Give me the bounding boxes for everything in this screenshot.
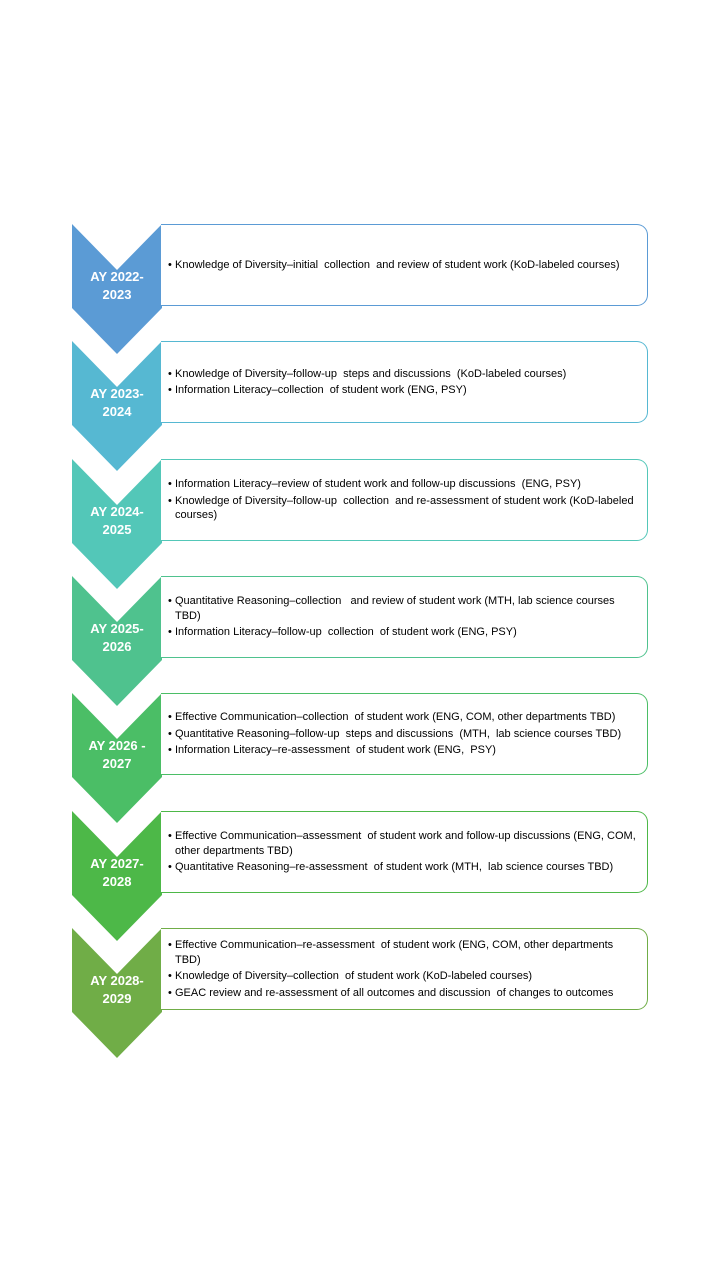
timeline-row [0, 224, 720, 354]
year-label [72, 737, 162, 773]
activity-item [168, 367, 641, 382]
activity-item [168, 743, 641, 758]
activity-text: Information Literacy–collection of student work (ENG, PSY) [175, 384, 467, 396]
activity-text: Information Literacy–review of student work and follow-up discussions (ENG, PSY) [175, 478, 581, 491]
timeline-row [0, 693, 720, 823]
activity-box [161, 576, 648, 658]
year-label-line: AY 2028- [90, 973, 144, 988]
year-label [72, 855, 162, 891]
year-label [72, 268, 162, 304]
activity-item [168, 594, 641, 623]
year-label [72, 503, 162, 539]
year-label-line: 2029 [102, 991, 132, 1006]
activity-item [168, 727, 641, 742]
year-label-line: AY 2023- [90, 386, 144, 401]
bullet-icon: • [168, 595, 172, 608]
activity-text: Information Literacy–follow-up collection of student work (ENG, PSY) [175, 626, 517, 639]
year-label-line: AY 2027- [90, 856, 144, 871]
year-label [72, 972, 162, 1008]
activity-box [161, 928, 648, 1010]
year-label [72, 620, 162, 656]
activity-text: Quantitative Reasoning–follow-up steps and discussions (MTH, lab science courses TBD) [175, 727, 622, 740]
timeline-row [0, 928, 720, 1058]
activity-text: Quantitative Reasoning–re-assessment of student work (MTH, lab science courses TBD) [175, 861, 614, 874]
activity-text: Knowledge of Diversity–follow-up steps and discussions (KoD-labeled courses) [175, 367, 567, 380]
bullet-icon: • [168, 861, 172, 874]
year-label-line: AY 2022- [90, 269, 144, 284]
activity-box [161, 224, 648, 306]
activity-item [168, 829, 641, 858]
activity-text: Information Literacy–re-assessment of student work (ENG, PSY) [175, 744, 496, 757]
activity-text: Effective Communication–assessment of student work and follow-up discussions (ENG, COM, other departments TBD) [175, 830, 642, 857]
year-chevron [72, 928, 162, 1058]
activity-item [168, 477, 641, 492]
year-label-line: AY 2024- [90, 504, 144, 519]
timeline-row [0, 459, 720, 589]
bullet-icon: • [168, 367, 172, 380]
year-label [72, 385, 162, 421]
year-label-line: 2028 [102, 874, 132, 889]
activity-item [168, 969, 641, 984]
activity-text: GEAC review and re-assessment of all outcomes and discussion of changes to outcomes [175, 986, 614, 999]
year-chevron [72, 224, 162, 354]
activity-box [161, 811, 648, 893]
activity-item [168, 625, 641, 640]
activity-item [168, 494, 641, 523]
activity-item [168, 710, 641, 725]
activity-item [168, 860, 641, 875]
activity-box [161, 341, 648, 423]
year-label-line: AY 2026 - [88, 738, 146, 753]
year-label-line: 2027 [102, 756, 132, 771]
activity-text: Effective Communication–collection of student work (ENG, COM, other departments TBD) [175, 711, 616, 724]
bullet-icon: • [168, 970, 172, 982]
activity-text: Knowledge of Diversity–initial collection and review of student work (KoD-labeled courses) [175, 258, 620, 271]
bullet-icon: • [168, 986, 172, 999]
bullet-icon: • [168, 711, 172, 724]
timeline-row [0, 811, 720, 941]
activity-text: Effective Communication–re-assessment of student work (ENG, COM, other departments TBD) [175, 939, 616, 966]
year-label-line: 2024 [102, 404, 132, 419]
bullet-icon: • [168, 939, 172, 951]
bullet-icon: • [168, 384, 172, 396]
bullet-icon: • [168, 626, 172, 639]
activity-text: Quantitative Reasoning–collection and review of student work (MTH, lab science courses TBD) [175, 595, 618, 622]
year-label-line: AY 2025- [90, 621, 144, 636]
year-chevron [72, 576, 162, 706]
activity-item [168, 986, 641, 1001]
bullet-icon: • [168, 744, 172, 757]
year-label-line: 2023 [102, 287, 132, 302]
year-chevron [72, 811, 162, 941]
activity-box [161, 693, 648, 775]
year-chevron [72, 341, 162, 471]
activity-item [168, 383, 641, 398]
bullet-icon: • [168, 478, 172, 491]
activity-text: Knowledge of Diversity–follow-up collection and re-assessment of student work (KoD-labeled courses) [175, 494, 637, 522]
activity-item [168, 938, 641, 967]
activity-item [168, 258, 641, 273]
bullet-icon: • [168, 494, 172, 507]
year-label-line: 2025 [102, 522, 132, 537]
timeline-row [0, 576, 720, 706]
bullet-icon: • [168, 258, 172, 271]
activity-box [161, 459, 648, 541]
bullet-icon: • [168, 727, 172, 740]
timeline-row [0, 341, 720, 471]
activity-text: Knowledge of Diversity–collection of student work (KoD-labeled courses) [175, 970, 533, 982]
year-label-line: 2026 [102, 639, 132, 654]
year-chevron [72, 459, 162, 589]
bullet-icon: • [168, 830, 172, 843]
year-chevron [72, 693, 162, 823]
